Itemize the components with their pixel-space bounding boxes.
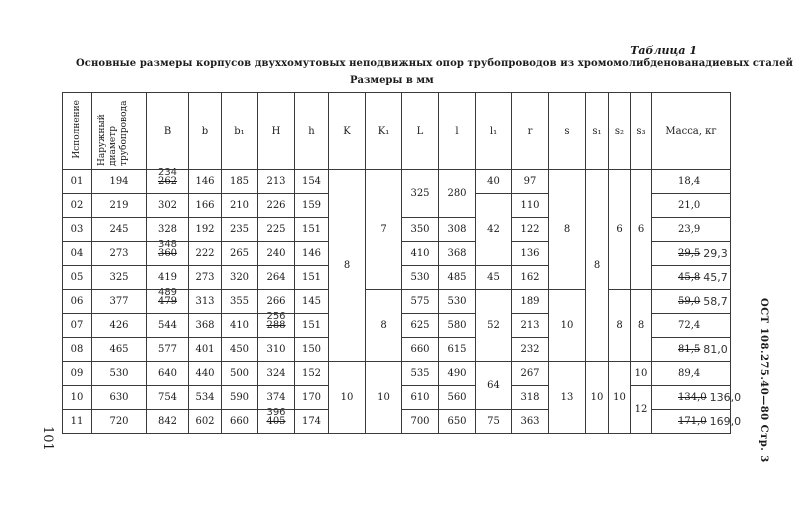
cell: 426 xyxy=(92,314,147,338)
cell: 10 xyxy=(549,290,586,362)
document-title: Основные размеры корпусов двуххомутовых неподвижных опор трубопроводов из хромомолибденованадиевых сталей xyxy=(76,58,794,69)
cell: 12 xyxy=(631,386,652,434)
cell: 500 xyxy=(222,362,258,386)
cell: 6 xyxy=(609,170,631,290)
cell: 166 xyxy=(189,194,222,218)
cell: 280 xyxy=(439,170,476,218)
header-cell: r xyxy=(512,93,549,170)
header-cell: l xyxy=(439,93,476,170)
cell: 05 xyxy=(63,266,92,290)
cell: 535 xyxy=(402,362,439,386)
cell: 10 xyxy=(329,362,366,434)
cell: 11 xyxy=(63,410,92,434)
cell: 318 xyxy=(512,386,549,410)
cell: 222 xyxy=(189,242,222,266)
cell: 401 xyxy=(189,338,222,362)
cell: 225 xyxy=(258,218,295,242)
handwritten-correction: 348 xyxy=(157,239,178,250)
cell: 754 xyxy=(147,386,189,410)
header-cell: L xyxy=(402,93,439,170)
cell: 136 xyxy=(512,242,549,266)
header-cell: K xyxy=(329,93,366,170)
cell: 560 xyxy=(439,386,476,410)
cell: 151 xyxy=(295,218,329,242)
cell: 8 xyxy=(586,170,609,362)
cell: 52 xyxy=(476,290,512,362)
cell: 162 xyxy=(512,266,549,290)
cell: 174 xyxy=(295,410,329,434)
cell: 122 xyxy=(512,218,549,242)
cell: 264 xyxy=(258,266,295,290)
cell: 10 xyxy=(609,362,631,434)
header-cell: h xyxy=(295,93,329,170)
cell: 185 xyxy=(222,170,258,194)
handwritten-correction: 81,0 xyxy=(703,343,728,356)
cell: 171,0 169,0 xyxy=(652,410,731,434)
cell: 377 xyxy=(92,290,147,314)
header-cell: s₃ xyxy=(631,93,652,170)
cell: 544 xyxy=(147,314,189,338)
header-cell: Наружный диаметр трубопровода xyxy=(92,93,147,170)
cell: 08 xyxy=(63,338,92,362)
cell: 170 xyxy=(295,386,329,410)
cell: 842 xyxy=(147,410,189,434)
page-number: 101 xyxy=(40,426,55,451)
dimensions-table xyxy=(62,92,742,434)
cell: 45,8 45,7 xyxy=(652,266,731,290)
cell: 89,4 xyxy=(652,362,731,386)
cell: 440 xyxy=(189,362,222,386)
cell: 8 xyxy=(609,290,631,362)
cell: 374 xyxy=(258,386,295,410)
cell: 226 xyxy=(258,194,295,218)
cell: 350 xyxy=(402,218,439,242)
standard-designation: ОСТ 108.275.40—80 Стр. 3 xyxy=(758,298,769,463)
table-label: Таблица 1 xyxy=(630,44,697,57)
cell: 610 xyxy=(402,386,439,410)
cell: 23,9 xyxy=(652,218,731,242)
cell: 219 xyxy=(92,194,147,218)
handwritten-correction: 29,3 xyxy=(703,247,728,260)
cell: 8 xyxy=(329,170,366,362)
cell: 590 xyxy=(222,386,258,410)
cell: 355 xyxy=(222,290,258,314)
cell: 150 xyxy=(295,338,329,362)
cell: 485 xyxy=(439,266,476,290)
cell: 210 xyxy=(222,194,258,218)
cell: 530 xyxy=(439,290,476,314)
cell: 146 xyxy=(295,242,329,266)
table-row xyxy=(63,362,731,386)
cell: 09 xyxy=(63,362,92,386)
header-cell: Масса, кг xyxy=(652,93,731,170)
header-cell: K₁ xyxy=(366,93,402,170)
cell: 313 xyxy=(189,290,222,314)
cell: 07 xyxy=(63,314,92,338)
cell: 266 xyxy=(258,290,295,314)
cell: 310 xyxy=(258,338,295,362)
cell: 40 xyxy=(476,170,512,194)
cell: 530 xyxy=(92,362,147,386)
cell: 640 xyxy=(147,362,189,386)
cell: 324 xyxy=(258,362,295,386)
cell: 630 xyxy=(92,386,147,410)
units-caption: Размеры в мм xyxy=(350,75,434,86)
cell: 7 xyxy=(366,170,402,290)
cell: 325 xyxy=(402,170,439,218)
header-row xyxy=(63,93,731,170)
cell: 302 xyxy=(147,194,189,218)
cell: 273 xyxy=(189,266,222,290)
cell: 490 xyxy=(439,362,476,386)
header-cell: s₁ xyxy=(586,93,609,170)
header-cell: l₁ xyxy=(476,93,512,170)
cell: 320 xyxy=(222,266,258,290)
header-cell: b₁ xyxy=(222,93,258,170)
handwritten-correction: 234 xyxy=(157,167,178,178)
cell: 02 xyxy=(63,194,92,218)
handwritten-correction: 256 xyxy=(266,311,286,322)
cell: 59,0 58,7 xyxy=(652,290,731,314)
cell: 13 xyxy=(549,362,586,434)
handwritten-correction: 169,0 xyxy=(709,415,742,428)
cell: 580 xyxy=(439,314,476,338)
cell: 159 xyxy=(295,194,329,218)
cell: 81,5 81,0 xyxy=(652,338,731,362)
cell: 262 234 xyxy=(147,170,189,194)
handwritten-correction: 58,7 xyxy=(703,295,728,308)
cell: 245 xyxy=(92,218,147,242)
cell: 75 xyxy=(476,410,512,434)
cell: 273 xyxy=(92,242,147,266)
cell: 479 489 xyxy=(147,290,189,314)
header-cell: s₂ xyxy=(609,93,631,170)
cell: 308 xyxy=(439,218,476,242)
cell: 145 xyxy=(295,290,329,314)
cell: 10 xyxy=(586,362,609,434)
cell: 45 xyxy=(476,266,512,290)
cell: 10 xyxy=(631,362,652,386)
cell: 602 xyxy=(189,410,222,434)
cell: 10 xyxy=(63,386,92,410)
cell: 6 xyxy=(631,170,652,290)
cell: 151 xyxy=(295,266,329,290)
cell: 154 xyxy=(295,170,329,194)
cell: 577 xyxy=(147,338,189,362)
cell: 534 xyxy=(189,386,222,410)
cell: 235 xyxy=(222,218,258,242)
cell: 450 xyxy=(222,338,258,362)
cell: 03 xyxy=(63,218,92,242)
cell: 328 xyxy=(147,218,189,242)
cell: 700 xyxy=(402,410,439,434)
cell: 419 xyxy=(147,266,189,290)
cell: 325 xyxy=(92,266,147,290)
cell: 72,4 xyxy=(652,314,731,338)
cell: 110 xyxy=(512,194,549,218)
cell: 42 xyxy=(476,194,512,266)
cell: 410 xyxy=(222,314,258,338)
header-cell: s xyxy=(549,93,586,170)
cell: 288 256 xyxy=(258,314,295,338)
cell: 650 xyxy=(439,410,476,434)
header-cell: b xyxy=(189,93,222,170)
cell: 240 xyxy=(258,242,295,266)
handwritten-correction: 396 xyxy=(266,407,286,418)
cell: 213 xyxy=(258,170,295,194)
cell: 21,0 xyxy=(652,194,731,218)
cell: 06 xyxy=(63,290,92,314)
cell: 368 xyxy=(189,314,222,338)
cell: 8 xyxy=(631,290,652,362)
cell: 625 xyxy=(402,314,439,338)
cell: 267 xyxy=(512,362,549,386)
cell: 8 xyxy=(549,170,586,290)
cell: 01 xyxy=(63,170,92,194)
handwritten-correction: 136,0 xyxy=(709,391,742,404)
handwritten-correction: 489 xyxy=(157,287,178,298)
cell: 29,5 29,3 xyxy=(652,242,731,266)
cell: 410 xyxy=(402,242,439,266)
cell: 360 348 xyxy=(147,242,189,266)
table-row xyxy=(63,170,731,194)
header-cell: Исполнение xyxy=(63,93,92,170)
cell: 465 xyxy=(92,338,147,362)
cell: 615 xyxy=(439,338,476,362)
cell: 720 xyxy=(92,410,147,434)
cell: 18,4 xyxy=(652,170,731,194)
cell: 405 396 xyxy=(258,410,295,434)
cell: 04 xyxy=(63,242,92,266)
cell: 194 xyxy=(92,170,147,194)
cell: 575 xyxy=(402,290,439,314)
cell: 660 xyxy=(402,338,439,362)
cell: 660 xyxy=(222,410,258,434)
cell: 530 xyxy=(402,266,439,290)
cell: 368 xyxy=(439,242,476,266)
cell: 363 xyxy=(512,410,549,434)
table-row xyxy=(63,290,731,314)
cell: 64 xyxy=(476,362,512,410)
header-cell: B xyxy=(147,93,189,170)
header-cell: H xyxy=(258,93,295,170)
cell: 213 xyxy=(512,314,549,338)
cell: 265 xyxy=(222,242,258,266)
cell: 10 xyxy=(366,362,402,434)
handwritten-correction: 45,7 xyxy=(703,271,728,284)
cell: 8 xyxy=(366,290,402,362)
cell: 151 xyxy=(295,314,329,338)
cell: 232 xyxy=(512,338,549,362)
cell: 152 xyxy=(295,362,329,386)
cell: 97 xyxy=(512,170,549,194)
cell: 134,0 136,0 xyxy=(652,386,731,410)
cell: 189 xyxy=(512,290,549,314)
cell: 146 xyxy=(189,170,222,194)
cell: 192 xyxy=(189,218,222,242)
